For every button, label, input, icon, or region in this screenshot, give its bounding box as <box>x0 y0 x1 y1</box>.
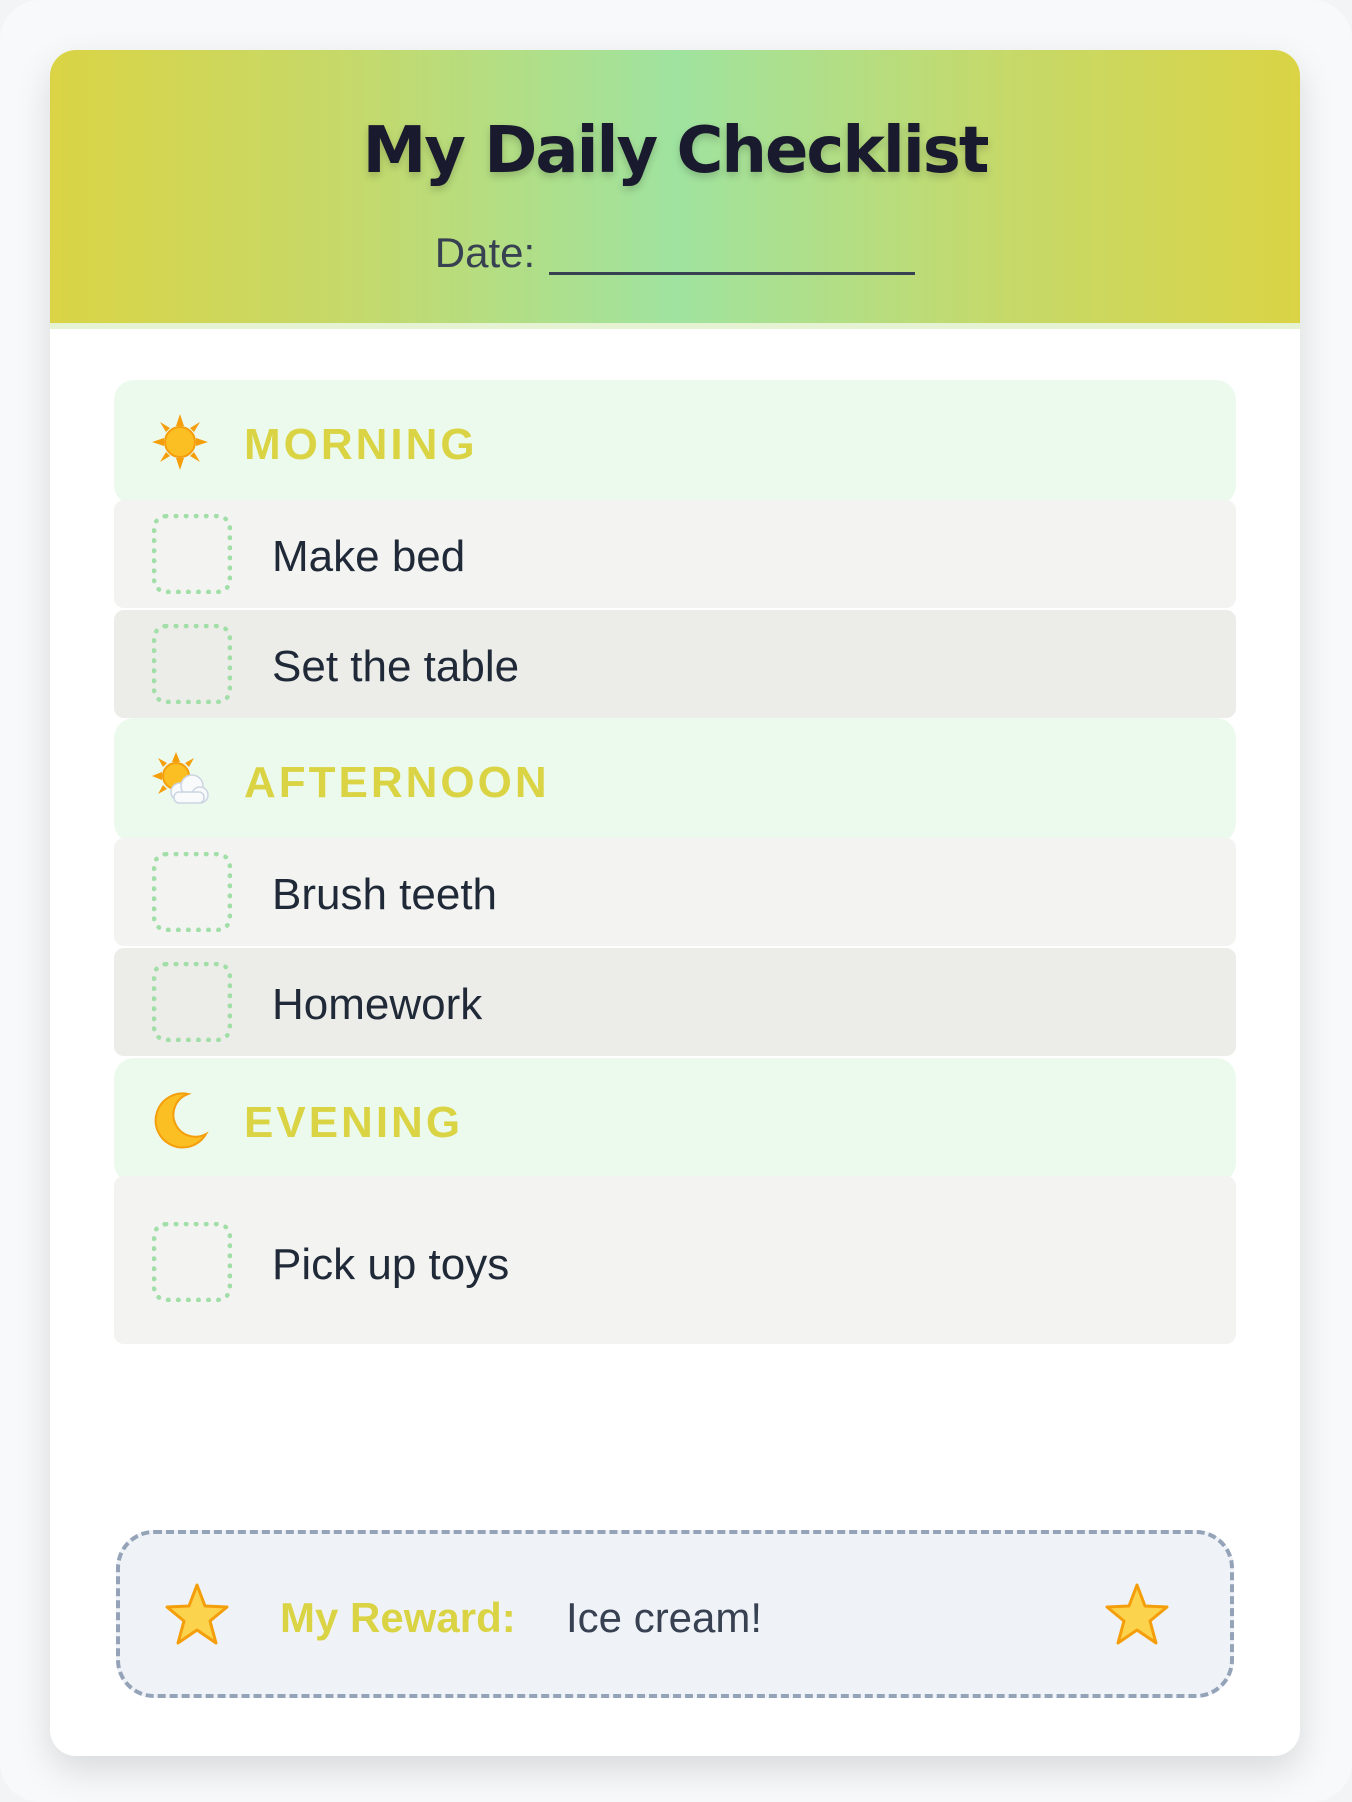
task-checkbox[interactable] <box>152 1222 232 1302</box>
task-checkbox[interactable] <box>152 962 232 1042</box>
crescent-moon-icon <box>150 1090 210 1150</box>
date-label: Date: <box>434 229 536 276</box>
star-icon <box>1104 1582 1170 1648</box>
checklist-card <box>50 50 1300 1756</box>
sun-icon <box>150 412 210 472</box>
task-checkbox[interactable] <box>152 514 232 594</box>
task-checkbox[interactable] <box>152 852 232 932</box>
page-title: My Daily Checklist <box>362 114 988 188</box>
task-label: Homework <box>272 980 483 1029</box>
reward-label: My Reward: <box>280 1594 516 1641</box>
section-afternoon <box>114 718 1236 843</box>
task-row[interactable] <box>114 948 1236 1056</box>
task-label: Make bed <box>272 532 466 581</box>
star-icon <box>164 1582 230 1648</box>
date-line <box>50 220 1300 277</box>
task-row[interactable] <box>114 610 1236 718</box>
date-blank-line[interactable] <box>549 228 915 275</box>
task-label: Pick up toys <box>272 1240 510 1289</box>
checklist-header <box>50 50 1300 329</box>
reward-box <box>116 1530 1234 1698</box>
task-checkbox[interactable] <box>152 624 232 704</box>
task-label: Brush teeth <box>272 870 498 919</box>
task-label: Set the table <box>272 642 520 691</box>
reward-value[interactable]: Ice cream! <box>566 1594 763 1641</box>
section-label-afternoon: AFTERNOON <box>244 758 550 807</box>
section-evening <box>114 1058 1236 1183</box>
section-morning <box>114 380 1236 505</box>
task-row[interactable] <box>114 500 1236 608</box>
task-row[interactable] <box>114 1176 1236 1344</box>
section-label-evening: EVENING <box>244 1098 464 1147</box>
task-row[interactable] <box>114 838 1236 946</box>
sun-behind-cloud-icon <box>150 750 210 810</box>
section-label-morning: MORNING <box>244 420 478 469</box>
